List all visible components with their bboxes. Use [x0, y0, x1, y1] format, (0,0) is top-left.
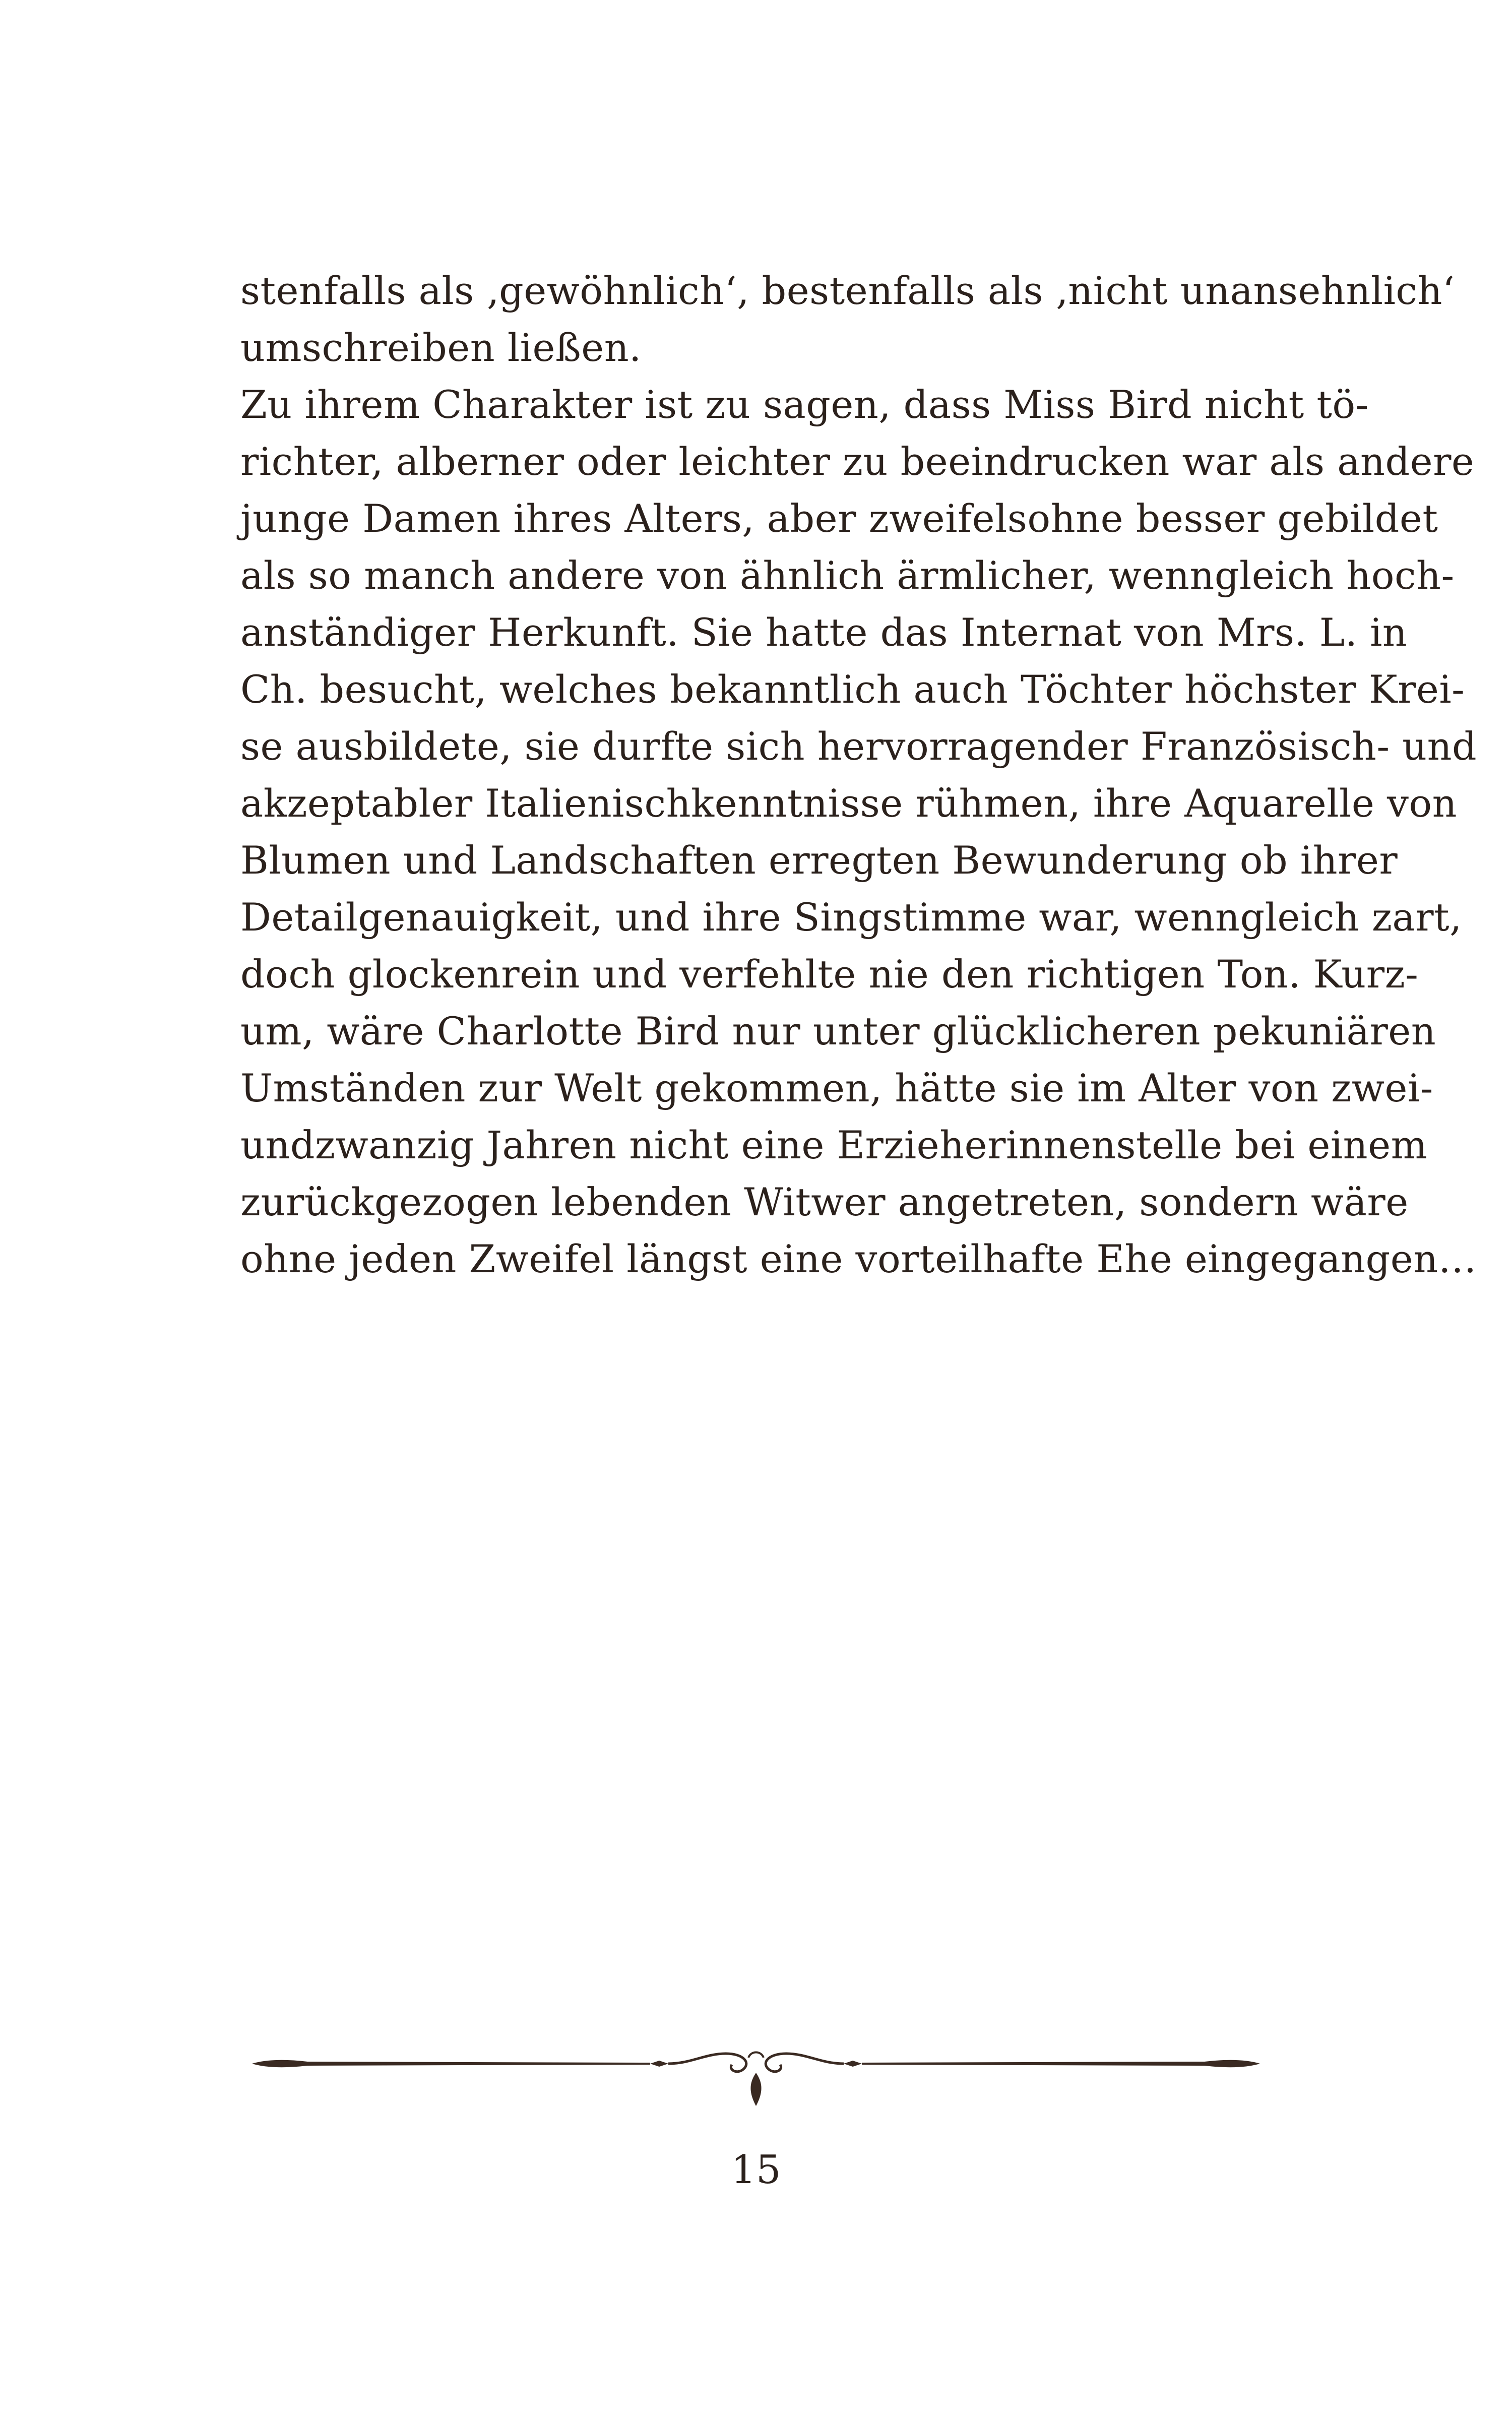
- text-line: stenfalls als ‚gewöhnlich‘, bestenfalls als ‚nicht unansehnlich‘: [240, 268, 1455, 313]
- text-line: doch glockenrein und verfehlte nie den richtigen Ton. Kurz-: [240, 952, 1419, 997]
- text-line: anständiger Herkunft. Sie hatte das Internat von Mrs. L. in: [240, 610, 1408, 655]
- page-number: 15: [731, 2147, 781, 2193]
- body-text: [240, 262, 1477, 1287]
- text-line: ohne jeden Zweifel längst eine vorteilhafte Ehe eingegangen…: [240, 1236, 1477, 1281]
- text-line: Detailgenauigkeit, und ihre Singstimme war, wenngleich zart,: [240, 895, 1462, 940]
- flourish-divider-icon: [252, 2031, 1260, 2112]
- text-line: um, wäre Charlotte Bird nur unter glücklicheren pekuniären: [240, 1009, 1436, 1053]
- text-line: junge Damen ihres Alters, aber zweifelsohne besser gebildet: [240, 496, 1438, 541]
- text-line: akzeptabler Italienischkenntnisse rühmen, ihre Aquarelle von: [240, 781, 1458, 826]
- text-line: se ausbildete, sie durfte sich hervorragender Französisch- und: [240, 724, 1477, 769]
- text-line: undzwanzig Jahren nicht eine Erzieherinnenstelle bei einem: [240, 1123, 1428, 1167]
- text-line: richter, alberner oder leichter zu beeindrucken war als andere: [240, 439, 1475, 484]
- text-line: zurückgezogen lebenden Witwer angetreten, sondern wäre: [240, 1180, 1409, 1224]
- text-line: umschreiben ließen.: [240, 325, 642, 370]
- text-line: Umständen zur Welt gekommen, hätte sie im Alter von zwei-: [240, 1066, 1433, 1110]
- text-line: Zu ihrem Charakter ist zu sagen, dass Miss Bird nicht tö-: [240, 382, 1369, 427]
- text-line: Blumen und Landschaften erregten Bewunderung ob ihrer: [240, 838, 1398, 883]
- text-line: als so manch andere von ähnlich ärmlicher, wenngleich hoch-: [240, 553, 1455, 598]
- text-line: Ch. besucht, welches bekanntlich auch Töchter höchster Krei-: [240, 667, 1465, 712]
